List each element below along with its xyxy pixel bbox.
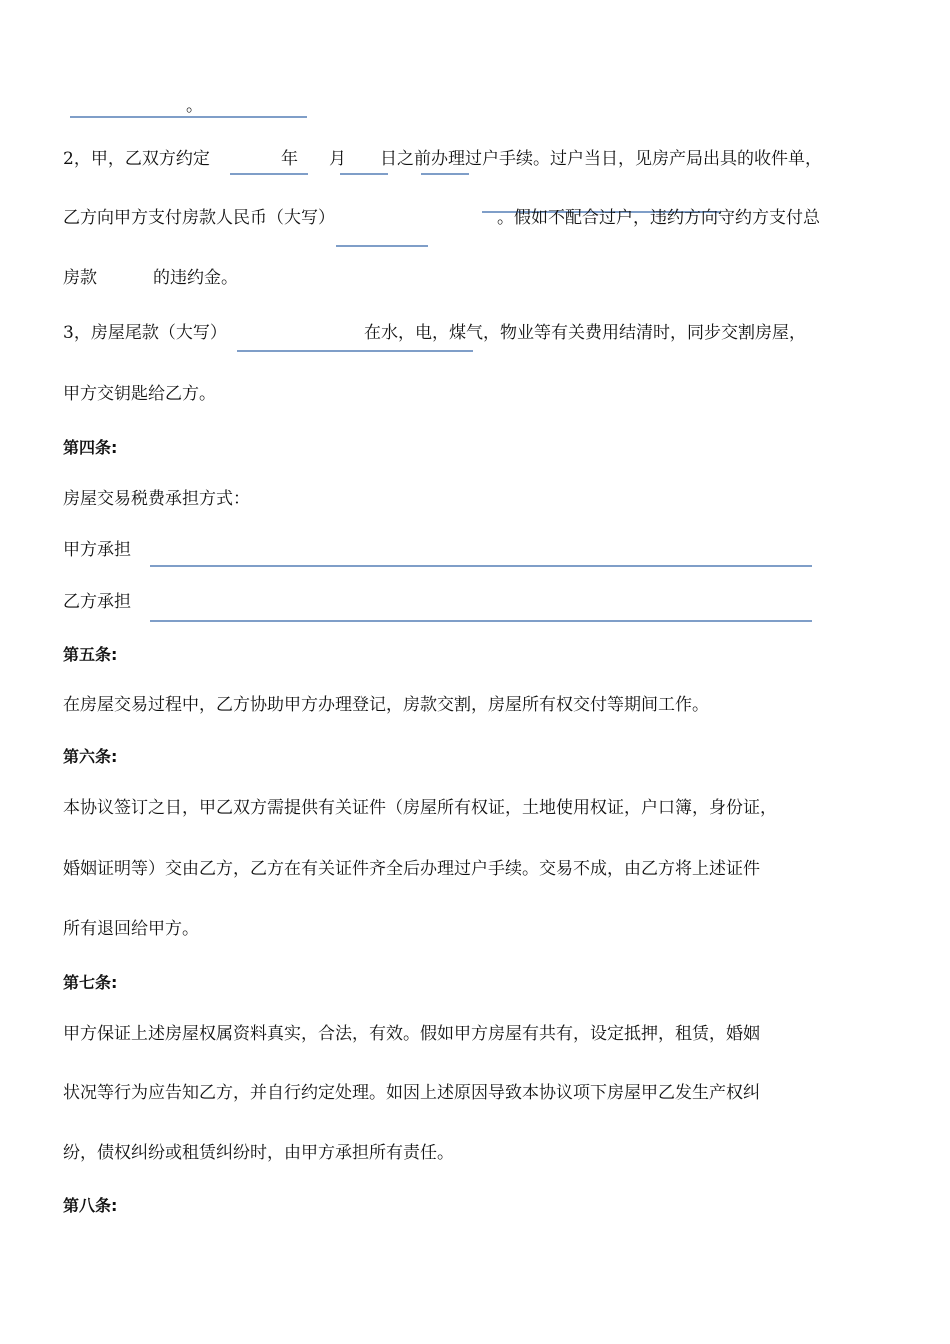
article6-line1: 本协议签订之日，甲乙双方需提供有关证件（房屋所有权证，土地使用权证，户口簿，身份证，: [63, 798, 777, 818]
blank-amount-lower[interactable]: [336, 245, 428, 247]
clause2-text-1: 2，甲，乙双方约定: [63, 149, 210, 169]
blank-year[interactable]: [230, 173, 308, 175]
article7-line2: 状况等行为应告知乙方，并自行约定处理。如因上述原因导致本协议项下房屋甲乙发生产权纠: [63, 1083, 760, 1103]
article4-intro: 房屋交易税费承担方式：: [63, 489, 250, 509]
clause2-text-3b: 的违约金。: [153, 268, 238, 288]
clause2-year: 年: [281, 149, 298, 169]
article4-title: 第四条:: [63, 438, 118, 457]
article6-title: 第六条:: [63, 747, 118, 766]
article6-line2: 婚姻证明等）交由乙方，乙方在有关证件齐全后办理过户手续。交易不成，由乙方将上述证件: [63, 859, 760, 879]
article5-title: 第五条:: [63, 645, 118, 664]
article7-title: 第七条:: [63, 973, 118, 992]
article5-text: 在房屋交易过程中，乙方协助甲方办理登记，房款交割，房屋所有权交付等期间工作。: [63, 695, 709, 715]
clause2-text-2b: 。假如不配合过户，违约方向守约方支付总: [497, 208, 820, 228]
clause3-text-1: 3，房屋尾款（大写）: [63, 323, 227, 343]
article4-party-a: 甲方承担: [63, 540, 131, 560]
article6-line3: 所有退回给甲方。: [63, 919, 199, 939]
clause2-text-3a: 房款: [63, 268, 97, 288]
article8-title: 第八条:: [63, 1196, 118, 1215]
blank-party-a-tax[interactable]: [150, 565, 812, 567]
top-period: 。: [186, 96, 203, 116]
article4-party-b: 乙方承担: [63, 592, 131, 612]
blank-party-b-tax[interactable]: [150, 620, 812, 622]
clause2-text-2a: 乙方向甲方支付房款人民币（大写）: [63, 208, 335, 228]
clause3-text-3: 甲方交钥匙给乙方。: [63, 384, 216, 404]
article7-line1: 甲方保证上述房屋权属资料真实，合法，有效。假如甲方房屋有共有，设定抵押，租赁，婚姻: [63, 1024, 760, 1044]
blank-line-top[interactable]: [70, 116, 307, 118]
clause2-day-text: 日之前办理过户手续。过户当日，见房产局出具的收件单，: [380, 149, 822, 169]
article7-line3: 纷，债权纠纷或租赁纠纷时，由甲方承担所有责任。: [63, 1143, 454, 1163]
clause2-month: 月: [329, 149, 346, 169]
blank-day[interactable]: [421, 173, 469, 175]
clause3-text-2: 在水，电，煤气，物业等有关费用结清时，同步交割房屋，: [364, 323, 806, 343]
blank-final-payment[interactable]: [237, 350, 473, 352]
blank-month[interactable]: [340, 173, 388, 175]
